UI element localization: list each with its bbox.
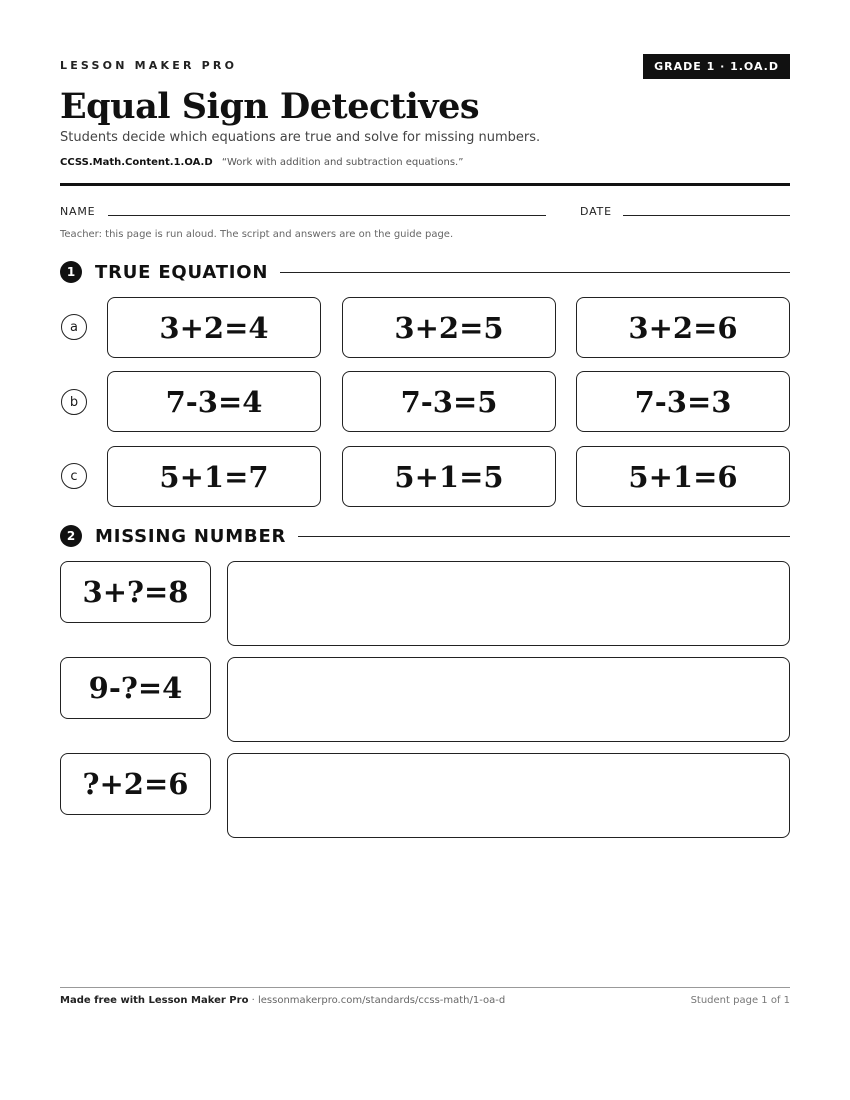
- section-1-header: [60, 260, 790, 284]
- brand-name: LESSON MAKER PRO: [60, 59, 238, 72]
- footer-page-number: Student page 1 of 1: [690, 995, 790, 1006]
- standard-line: [60, 157, 463, 168]
- page-title: Equal Sign Detectives: [60, 86, 480, 127]
- date-field-line[interactable]: [623, 215, 790, 216]
- answer-box[interactable]: [227, 753, 790, 838]
- section-rule: [280, 272, 790, 273]
- section-2-header: [60, 524, 790, 548]
- section-rule: [298, 536, 790, 537]
- answer-box[interactable]: [227, 561, 790, 646]
- missing-number-equation: 9-?=4: [60, 657, 211, 719]
- section-number-badge: 2: [60, 525, 82, 547]
- equation-option[interactable]: 7-3=5: [342, 371, 556, 432]
- header-divider: [60, 183, 790, 186]
- name-label: NAME: [60, 205, 96, 218]
- answer-box[interactable]: [227, 657, 790, 742]
- date-label: DATE: [580, 205, 612, 218]
- equation-option[interactable]: 3+2=4: [107, 297, 321, 358]
- grade-badge: GRADE 1 · 1.OA.D: [643, 54, 790, 79]
- equation-option[interactable]: 3+2=6: [576, 297, 790, 358]
- section-number-badge: 1: [60, 261, 82, 283]
- footer-credit: [60, 995, 505, 1006]
- equation-option[interactable]: 3+2=5: [342, 297, 556, 358]
- equation-option[interactable]: 5+1=7: [107, 446, 321, 507]
- teacher-note: Teacher: this page is run aloud. The script and answers are on the guide page.: [60, 229, 454, 240]
- row-letter-c: c: [61, 463, 87, 489]
- equation-option[interactable]: 5+1=6: [576, 446, 790, 507]
- section-title: TRUE EQUATION: [95, 261, 269, 283]
- footer-divider: [60, 987, 790, 988]
- equation-option[interactable]: 7-3=3: [576, 371, 790, 432]
- equation-option[interactable]: 5+1=5: [342, 446, 556, 507]
- standard-code: CCSS.Math.Content.1.OA.D: [60, 157, 213, 168]
- row-letter-b: b: [61, 389, 87, 415]
- footer-url[interactable]: · lessonmakerpro.com/standards/ccss-math/1-oa-d: [248, 995, 506, 1006]
- row-letter-a: a: [61, 314, 87, 340]
- missing-number-equation: ?+2=6: [60, 753, 211, 815]
- page-subtitle: Students decide which equations are true and solve for missing numbers.: [60, 130, 541, 145]
- standard-quote: “Work with addition and subtraction equations.”: [221, 157, 464, 168]
- equation-option[interactable]: 7-3=4: [107, 371, 321, 432]
- section-title: MISSING NUMBER: [95, 525, 287, 547]
- name-field-line[interactable]: [108, 215, 546, 216]
- missing-number-equation: 3+?=8: [60, 561, 211, 623]
- footer-made-with: Made free with Lesson Maker Pro: [60, 995, 249, 1006]
